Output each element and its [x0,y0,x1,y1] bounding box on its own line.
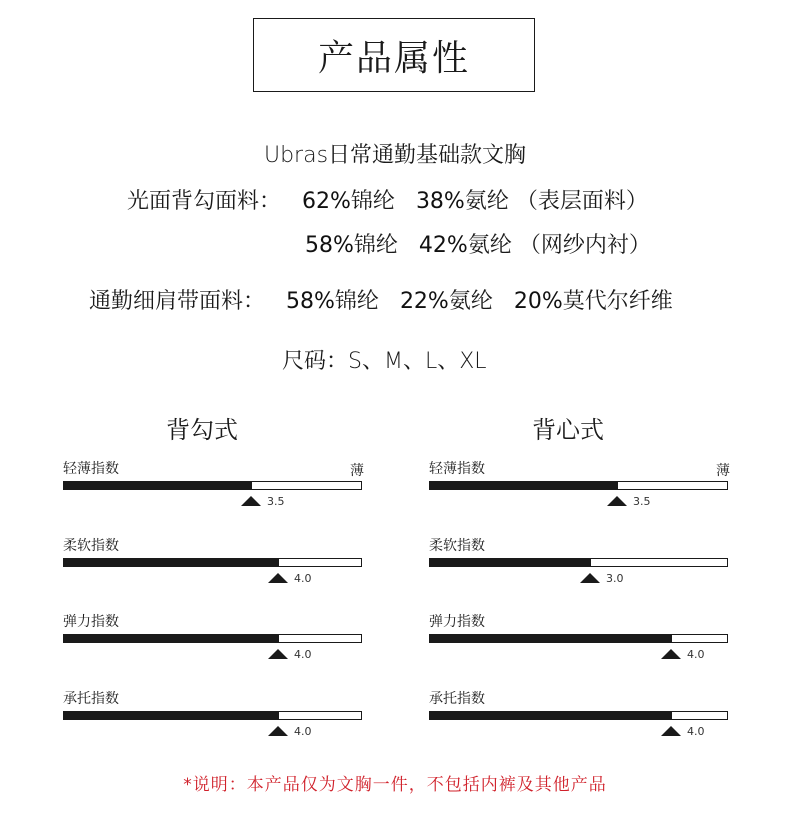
metric-value: 3.5 [633,495,651,508]
metric-value: 4.0 [294,725,312,738]
metric-value: 4.0 [294,648,312,661]
metric-bar-track [63,558,362,567]
triangle-marker-icon [607,496,627,506]
thin-end-label: 薄 [716,463,730,479]
fabric-material: 莫代尔纤维 [562,289,673,314]
fabric-pct: 22% [399,289,449,314]
metric-label: 弹力指数 [429,614,485,630]
size-label: 尺码： [282,349,349,374]
disclaimer: *说明：本产品仅为文胸一件，不包括内裤及其他产品 [183,775,607,795]
style-title-left: 背勾式 [166,416,238,444]
fabric-pct: 38% [415,189,465,214]
triangle-marker-icon [268,573,288,583]
size-values: S、M、L、XL [348,349,487,374]
triangle-marker-icon [268,726,288,736]
metric-bar-fill [430,559,591,566]
fabric-material: 锦纶 [334,289,379,314]
metric-bar-fill [430,482,618,489]
fabric-pct: 20% [513,289,563,314]
size-line [282,344,487,375]
metric-bar-fill [430,635,672,642]
fabric-material: 锦纶 [350,189,395,214]
metric-bar-fill [430,712,672,719]
fabric-strap-line [89,284,673,315]
metric-label: 轻薄指数 [429,461,485,477]
metric-bar-track [63,634,362,643]
triangle-marker-icon [661,726,681,736]
metric-label: 轻薄指数 [63,461,119,477]
metric-value: 3.5 [267,495,285,508]
fabric-main-label: 光面背勾面料： [127,189,282,214]
metric-bar-track [429,634,728,643]
metric-bar-fill [64,712,279,719]
page-title: 产品属性 [253,18,535,92]
fabric-main-line1 [127,184,648,215]
triangle-marker-icon [661,649,681,659]
metric-bar-fill [64,482,252,489]
fabric-pct: 58% [286,289,335,314]
fabric-material: 锦纶 [353,233,398,258]
metric-bar-track [429,481,728,490]
fabric-note: （网纱内衬） [518,233,651,258]
metric-bar-track [429,711,728,720]
product-name: Ubras日常通勤基础款文胸 [263,143,527,168]
triangle-marker-icon [268,649,288,659]
fabric-note: （表层面料） [515,189,648,214]
metric-value: 3.0 [606,572,624,585]
metric-value: 4.0 [294,572,312,585]
style-title-right: 背心式 [532,416,604,444]
metric-bar-fill [64,635,279,642]
metric-label: 承托指数 [63,691,119,707]
metric-bar-track [429,558,728,567]
fabric-pct: 42% [418,233,468,258]
metric-bar-track [63,711,362,720]
triangle-marker-icon [580,573,600,583]
fabric-material: 氨纶 [448,289,493,314]
fabric-strap-label: 通勤细肩带面料： [89,289,266,314]
fabric-pct: 58% [305,233,354,258]
metric-bar-track [63,481,362,490]
metric-label: 柔软指数 [429,538,485,554]
fabric-main-line2 [305,228,651,259]
metric-label: 承托指数 [429,691,485,707]
fabric-material: 氨纶 [464,189,509,214]
metric-value: 4.0 [687,648,705,661]
fabric-material: 氨纶 [467,233,512,258]
metric-label: 弹力指数 [63,614,119,630]
thin-end-label: 薄 [350,463,364,479]
metric-value: 4.0 [687,725,705,738]
triangle-marker-icon [241,496,261,506]
fabric-pct: 62% [302,189,351,214]
metric-bar-fill [64,559,279,566]
metric-label: 柔软指数 [63,538,119,554]
